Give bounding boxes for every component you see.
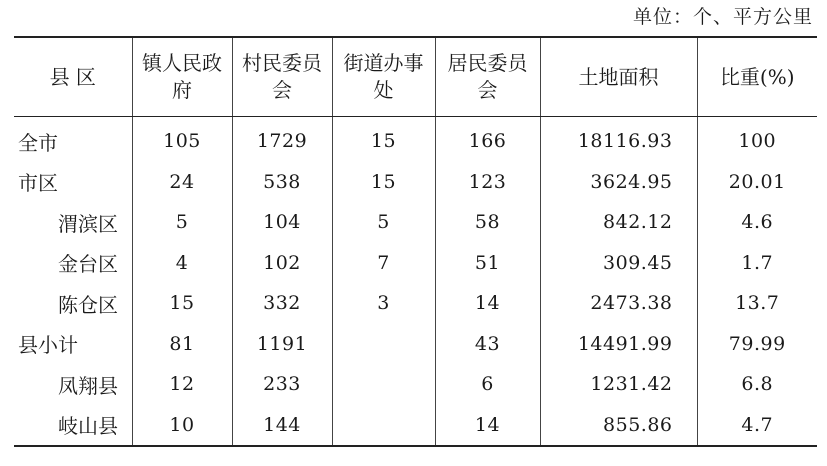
cell-villages: 144 bbox=[232, 405, 332, 447]
cell-villages: 1729 bbox=[232, 117, 332, 162]
table-row bbox=[14, 405, 817, 447]
cell-towns: 10 bbox=[132, 405, 232, 447]
cell-area: 18116.93 bbox=[540, 117, 697, 162]
cell-share: 1.7 bbox=[697, 243, 817, 284]
cell-villages: 332 bbox=[232, 283, 332, 324]
table-row bbox=[14, 283, 817, 324]
cell-region-name: 市区 bbox=[18, 171, 58, 196]
cell-residents: 14 bbox=[435, 405, 540, 447]
cell-towns: 15 bbox=[132, 283, 232, 324]
cell-streets: 15 bbox=[332, 162, 435, 203]
cell-villages: 1191 bbox=[232, 324, 332, 365]
cell-area: 2473.38 bbox=[540, 283, 697, 324]
header-street-offices: 街道办事处 bbox=[332, 37, 435, 117]
cell-streets bbox=[332, 405, 435, 447]
cell-towns: 24 bbox=[132, 162, 232, 203]
cell-towns: 81 bbox=[132, 324, 232, 365]
cell-area: 14491.99 bbox=[540, 324, 697, 365]
header-town-governments: 镇人民政府 bbox=[132, 37, 232, 117]
table-row bbox=[14, 162, 817, 203]
header-share: 比重(%) bbox=[697, 37, 817, 117]
table-row bbox=[14, 243, 817, 284]
header-village-committees: 村民委员会 bbox=[232, 37, 332, 117]
table-row bbox=[14, 202, 817, 243]
cell-share: 100 bbox=[697, 117, 817, 162]
cell-share: 79.99 bbox=[697, 324, 817, 365]
header-resident-committees: 居民委员会 bbox=[435, 37, 540, 117]
cell-region-name: 金台区 bbox=[58, 252, 118, 277]
cell-share: 4.6 bbox=[697, 202, 817, 243]
cell-streets: 5 bbox=[332, 202, 435, 243]
cell-residents: 166 bbox=[435, 117, 540, 162]
cell-streets: 7 bbox=[332, 243, 435, 284]
cell-region-name: 全市 bbox=[18, 130, 58, 155]
cell-region-name: 岐山县 bbox=[58, 414, 118, 439]
cell-streets: 3 bbox=[332, 283, 435, 324]
cell-share: 6.8 bbox=[697, 364, 817, 405]
header-county-district: 县 区 bbox=[14, 37, 132, 117]
cell-towns: 12 bbox=[132, 364, 232, 405]
cell-region-name: 陈仓区 bbox=[58, 292, 118, 317]
cell-area: 309.45 bbox=[540, 243, 697, 284]
cell-area: 842.12 bbox=[540, 202, 697, 243]
header-row bbox=[14, 37, 817, 117]
cell-area: 3624.95 bbox=[540, 162, 697, 203]
cell-region-name: 渭滨区 bbox=[58, 211, 118, 236]
table-row bbox=[14, 324, 817, 365]
cell-villages: 102 bbox=[232, 243, 332, 284]
cell-share: 4.7 bbox=[697, 405, 817, 447]
cell-villages: 233 bbox=[232, 364, 332, 405]
header-land-area: 土地面积 bbox=[540, 37, 697, 117]
table-row bbox=[14, 364, 817, 405]
cell-streets: 15 bbox=[332, 117, 435, 162]
table-row bbox=[14, 117, 817, 162]
unit-note: 单位：个、平方公里 bbox=[632, 6, 813, 28]
cell-towns: 4 bbox=[132, 243, 232, 284]
cell-area: 855.86 bbox=[540, 405, 697, 447]
cell-villages: 104 bbox=[232, 202, 332, 243]
cell-villages: 538 bbox=[232, 162, 332, 203]
table-body bbox=[14, 117, 817, 447]
table-header bbox=[14, 37, 817, 117]
cell-towns: 105 bbox=[132, 117, 232, 162]
cell-area: 1231.42 bbox=[540, 364, 697, 405]
cell-share: 20.01 bbox=[697, 162, 817, 203]
cell-region-name: 凤翔县 bbox=[58, 373, 118, 398]
cell-residents: 58 bbox=[435, 202, 540, 243]
cell-region-name: 县小计 bbox=[18, 333, 78, 358]
statistics-table bbox=[14, 36, 817, 447]
cell-residents: 6 bbox=[435, 364, 540, 405]
cell-streets bbox=[332, 324, 435, 365]
cell-residents: 123 bbox=[435, 162, 540, 203]
cell-residents: 14 bbox=[435, 283, 540, 324]
cell-residents: 51 bbox=[435, 243, 540, 284]
cell-residents: 43 bbox=[435, 324, 540, 365]
cell-streets bbox=[332, 364, 435, 405]
cell-towns: 5 bbox=[132, 202, 232, 243]
cell-share: 13.7 bbox=[697, 283, 817, 324]
